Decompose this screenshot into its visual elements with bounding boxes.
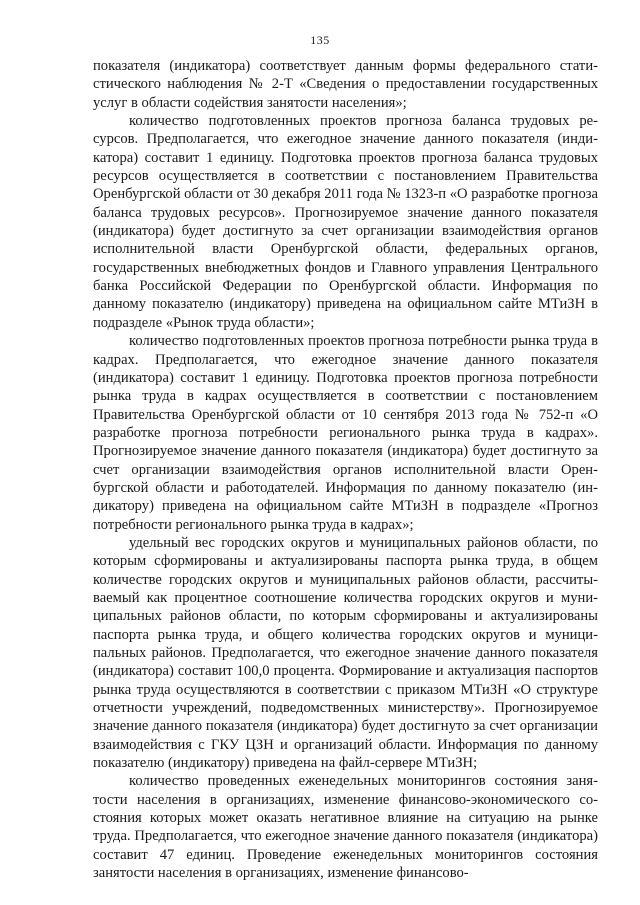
page-number: 135 [310, 33, 330, 47]
paragraph-labor-services-form: показателя (индикатора) соответствует данным формы федерального статистического наблюдения № 2-Т «Сведения о предоставлении государственных услуг в области содействия занятости населения»; [93, 58, 598, 111]
paragraph-weekly-monitoring: количество проведенных еженедельных мониторингов состояния занятости населения в организациях, изменение финансово-экономического состояния которых может оказать негативное влияние на ситуацию на рынке труда. Предполагается, что ежегодное значение данного показателя (индикатора) составит 47 единиц. Проведение еженедельных мониторингов состояния занятости населения в организациях, изменение финансово- [93, 773, 598, 882]
paragraph-labor-market-passports: удельный вес городских округов и муниципальных районов области, по которым сформированы и актуализированы паспорта рынка труда, в общем количестве городских округов и муниципальных районов области, рассчитываемый как процентное соотношение количества городских округов и муниципальных районов области, по которым сформированы и актуализированы паспорта рынка труда, и общего количества городских округов и муниципальных районов. Предполагается, что ежегодное значение данного показателя (индикатора) составит 100,0 процента. Формирование и актуализация паспортов рынка труда осуществляются в соответствии с приказом МТиЗН «О структуре отчетности учреждений, подведомственных министерству». Прогнозируемое значение данного показателя (индикатора) будет достигнуто за счет организации взаимодействия с ГКУ ЦЗН и организаций области. Информация по данному показателю (индикатору) приведена на файл-сервере МТиЗН; [93, 534, 598, 772]
body-text [93, 57, 598, 882]
paragraph-labor-balance-forecast: количество подготовленных проектов прогноза баланса трудовых ресурсов. Предполагается, что ежегодное значение данного показателя (индикатора) составит 1 единицу. Подготовка проектов прогноза баланса трудовых ресурсов осуществляется в соответствии с постановлением Правительства Оренбургской области от 30 декабря 2011 года № 1323-п «О разработке прогноза баланса трудовых ресурсов». Прогнозируемое значение данного показателя (индикатора) будет достигнуто за счет организации взаимодействия органов исполнительной власти Оренбургской области, федеральных органов, государственных внебюджетных фондов и Главного управления Центрального банка Российской Федерации по Оренбургской области. Информация по данному показателю (индикатору) приведена на официальном сайте МТиЗН в подразделе «Рынок труда области»; [93, 113, 599, 331]
paragraph-labor-demand-forecast: количество подготовленных проектов прогноза потребности рынка труда в кадрах. Предполагается, что ежегодное значение данного показателя (индикатора) составит 1 единицу. Подготовка проектов прогноза потребности рынка труда в кадрах осуществляется в соответствии с постановлением Правительства Оренбургской области от 10 сентября 2013 года № 752-п «О разработке прогноза потребности регионального рынка труда в кадрах». Прогнозируемое значение данного показателя (индикатора) будет достигнуто за счет организации взаимодействия органов исполнительной власти Оренбургской области и работодателей. Информация по данному показателю (индикатору) приведена на официальном сайте МТиЗН в подразделе «Прогноз потребности регионального рынка труда в кадрах»; [93, 333, 598, 533]
